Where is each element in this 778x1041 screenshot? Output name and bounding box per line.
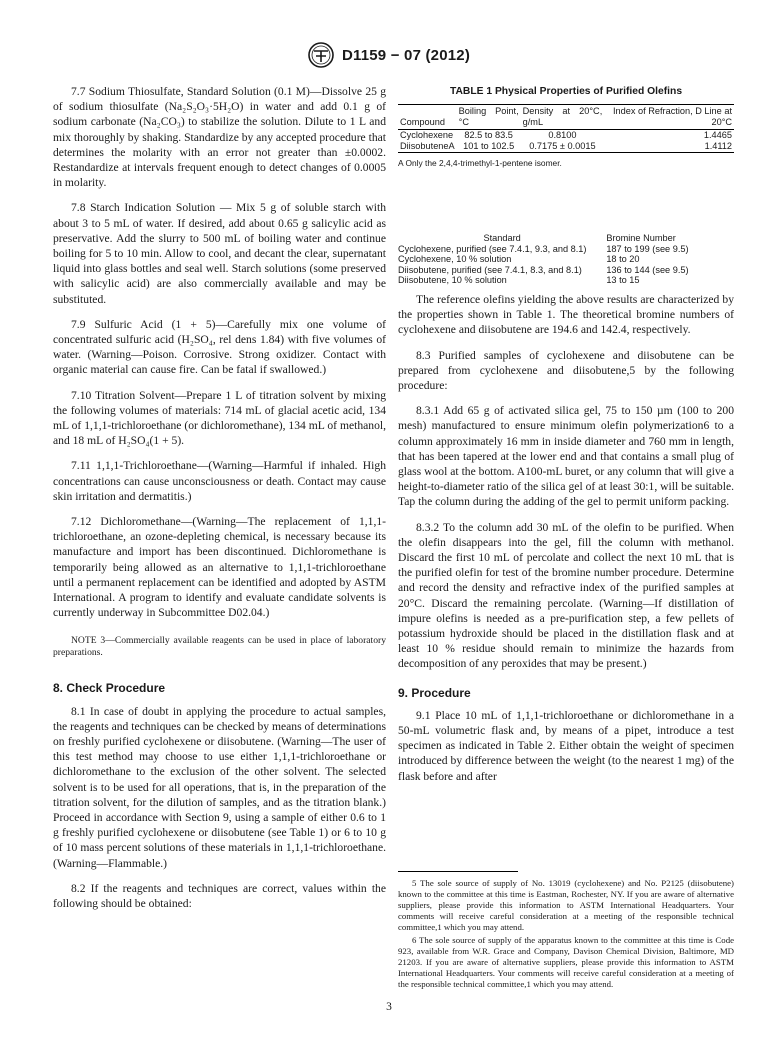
- section-7-7: 7.7 Sodium Thiosulfate, Standard Solution (0.1 M)—Dissolve 25 g of sodium thiosulfate (Na₂S₂O₃·5H₂O) in water and add 0.1 g of sodium carbonate (Na₂CO₃) to stabilize the solution. Dilute to 1 L and mix thoroughly by shaking. Standardize by any accepted procedure that determines the molarity with an error not greater than ±0.0002. Restandardize at intervals frequent enough to detect changes of 0.0005 in molarity.: [53, 85, 386, 190]
- table-cell: 18 to 20: [606, 254, 640, 265]
- table-cell: 0.8100: [548, 130, 577, 141]
- table-1-header-compound: Compound: [398, 105, 457, 130]
- table-cell: 82.5 to 83.5: [464, 130, 513, 141]
- heading-check-procedure: 8. Check Procedure: [53, 681, 166, 696]
- bromine-number-table: [398, 233, 734, 286]
- table-row: [398, 265, 734, 276]
- section-9-1: 9.1 Place 10 mL of 1,1,1-trichloroethane or dichloromethane in a 50-mL volumetric flask and, by means of a pipet, introduce a test specimen as indicated in Table 2. Either obtain the weight of specimen introduced by difference between the weight (to the nearest 1 mg) of the flask before and after: [398, 708, 734, 783]
- footnote-divider: [398, 871, 518, 872]
- table-1-header-refraction: Index of Refraction, D Line at 20°C: [604, 105, 734, 130]
- table-1-title: TABLE 1 Physical Properties of Purified Olefins: [449, 86, 683, 97]
- page-number: 3: [386, 1001, 392, 1013]
- table-1-header-boiling-point: Boiling Point, °C: [457, 105, 521, 130]
- note-3: NOTE 3—Commercially available reagents can be used in place of laboratory preparations.: [53, 634, 386, 658]
- table-row: [398, 254, 734, 265]
- table-row: [398, 130, 734, 142]
- table-cell: Cyclohexene, 10 % solution: [398, 254, 512, 265]
- footnote-6: 6 The sole source of supply of the apparatus known to the committee at this time is Code 923, available from W.R. Grace and Company, Davison Chemical Division, Baltimore, MD 21203. If you are aware of alternative suppliers, please provide this information to ASTM International Headquarters. Your comments will receive careful consideration at a meeting of the responsible technical committee,1 which you may attend.: [398, 935, 734, 989]
- bromine-header-number: Bromine Number: [606, 233, 676, 244]
- table-1-physical-properties: [398, 104, 734, 153]
- right-column: [398, 84, 734, 794]
- table-cell: Cyclohexene: [400, 130, 454, 141]
- table-1-header-density: Density at 20°C, g/mL: [521, 105, 605, 130]
- reference-olefins-paragraph: The reference olefins yielding the above results are characterized by the properties shown in Table 1. The theoretical bromine numbers of cyclohexene and diisobutene are 194.6 and 142.4, respectively.: [398, 292, 734, 337]
- table-cell: 101 to 102.5: [457, 141, 521, 153]
- footnote-5: 5 The sole source of supply of No. 13019 (cyclohexene) and No. P2125 (diisobutene) known to the committee at this time is Eastman, Rochester, NY. If you are aware of alternative suppliers, please provide this information to ASTM International Headquarters. Your comments will receive careful consideration at a meeting of the responsible technical committee,1 which you may attend.: [398, 878, 734, 932]
- footnotes: [398, 871, 734, 992]
- section-7-10: 7.10 Titration Solvent—Prepare 1 L of titration solvent by mixing the following volumes of materials: 714 mL of glacial acetic acid, 134 mL of 1,1,1-trichloroethane (or dichloromethane), 134 mL of methanol, and 18 mL of H₂SO₄(1 + 5).: [53, 388, 386, 448]
- table-cell: 1.4465: [703, 130, 732, 141]
- section-7-11: 7.11 1,1,1-Trichloroethane—(Warning—Harmful if inhaled. High concentrations can cause unconsciousness or death. Contact may cause skin irritation and dermatitis.): [53, 459, 386, 503]
- table-cell: Diisobutene, purified (see 7.4.1, 8.3, and 8.1): [398, 264, 582, 275]
- bromine-header-standard: Standard: [483, 233, 521, 244]
- table-row: [398, 275, 734, 286]
- left-column: [53, 84, 386, 921]
- table-cell: 1.4112: [604, 141, 734, 153]
- section-7-8: 7.8 Starch Indication Solution — Mix 5 g of soluble starch with about 3 to 5 mL of water. If desired, add about 0.65 g salicylic acid as preservative. Add the slurry to 500 mL of boiling water and continue boiling for 5 to 10 min. Allow to cool, and decant the clear, supernatant liquid into glass bottles and seal well. Starch solutions (some preserved with salicylic acid) are also commercially available and may be substituted.: [53, 201, 386, 306]
- section-8-3: 8.3 Purified samples of cyclohexene and diisobutene can be prepared from cyclohexene and diisobutene,5 by the following procedure:: [398, 348, 734, 392]
- table-cell: DiisobuteneA: [400, 141, 455, 152]
- table-cell: 0.7175 ± 0.0015: [521, 141, 605, 153]
- page-header: [0, 42, 778, 68]
- section-8-3-1: 8.3.1 Add 65 g of activated silica gel, 75 to 150 µm (100 to 200 mesh) manufactured to ensure minimum olefin polymerization6 to a column approximately 16 mm in inside diameter and 760 mm in length, that has been tapered at the lower end and that contains a small plug of glass wool at the bottom. A100-mL buret, or any column that will give a height-to-diameter ratio of the silica gel of at least 30:1, will be suitable. Tap the column during the adding of the gel to permit uniform packing.: [398, 404, 734, 509]
- astm-logo-icon: [308, 42, 334, 68]
- table-1-footnote: A Only the 2,4,4-trimethyl-1-pentene isomer.: [398, 158, 562, 169]
- section-8-3-2: 8.3.2 To the column add 30 mL of the olefin to be purified. When the olefin disappears into the gel, fill the column with methanol. Discard the first 10 mL of percolate and collect the next 10 mL that is the purified olefin for test of the bromine number procedure. Determine and record the density and refractive index of the purified samples at 20°C. Discard the remaining percolate. (Warning—If distillation of impure olefins is needed as a pre-purification step, a few pellets of potassium hydroxide should be placed in the distillation flask and at least 10 % residue should remain to minimize the hazards from decomposition of any peroxides that may be present.): [398, 520, 734, 671]
- table-row: [398, 244, 734, 255]
- section-7-12: 7.12 Dichloromethane—(Warning—The replacement of 1,1,1-trichloroethane, an ozone-depleting chemical, is necessary because its manufacture and import has been discontinued. Dichloromethane is temporarily being allowed as an alternative to 1,1,1-trichloroethane until a permanent replacement can be identified and adopted by ASTM International. A program to identify and evaluate candidate solvents is currently underway in Subcommittee D02.04.): [53, 515, 386, 620]
- section-8-2: 8.2 If the reagents and techniques are correct, values within the following should be obtained:: [53, 881, 386, 910]
- table-cell: Diisobutene, 10 % solution: [398, 275, 507, 286]
- table-row: [398, 141, 734, 153]
- section-7-9: 7.9 Sulfuric Acid (1 + 5)—Carefully mix one volume of concentrated sulfuric acid (H₂SO₄, rel dens 1.84) with five volumes of water. (Warning—Poison. Corrosive. Strong oxidizer. Contact with organic material can cause fire. Can be fatal if swallowed.): [53, 317, 386, 377]
- table-cell: 187 to 199 (see 9.5): [606, 243, 689, 254]
- document-designation: D1159 − 07 (2012): [341, 46, 471, 64]
- heading-procedure: 9. Procedure: [398, 685, 471, 700]
- table-cell: Cyclohexene, purified (see 7.4.1, 9.3, and 8.1): [398, 243, 587, 254]
- table-cell: 136 to 144 (see 9.5): [606, 264, 689, 275]
- table-cell: 13 to 15: [606, 275, 640, 286]
- section-8-1: 8.1 In case of doubt in applying the procedure to actual samples, the reagents and techniques can be checked by means of determinations on freshly purified cyclohexene or diisobutene. (Warning—The user of this test method may choose to use either 1,1,1-trichloroethane or dichloromethane to the exclusion of the other solvent. The selected solvent is to be used for all operations, that is, in the preparation of the titration solvent, for the dilution of samples, and as the titration blank.) Proceed in accordance with Section 9, using a sample of either 0.6 to 1 g freshly purified cyclohexene or diisobutene (see Table 1) or 6 to 10 g of 10 mass percent solutions of these materials in 1,1,1-trichloroethane. (Warning—Flammable.): [53, 704, 386, 870]
